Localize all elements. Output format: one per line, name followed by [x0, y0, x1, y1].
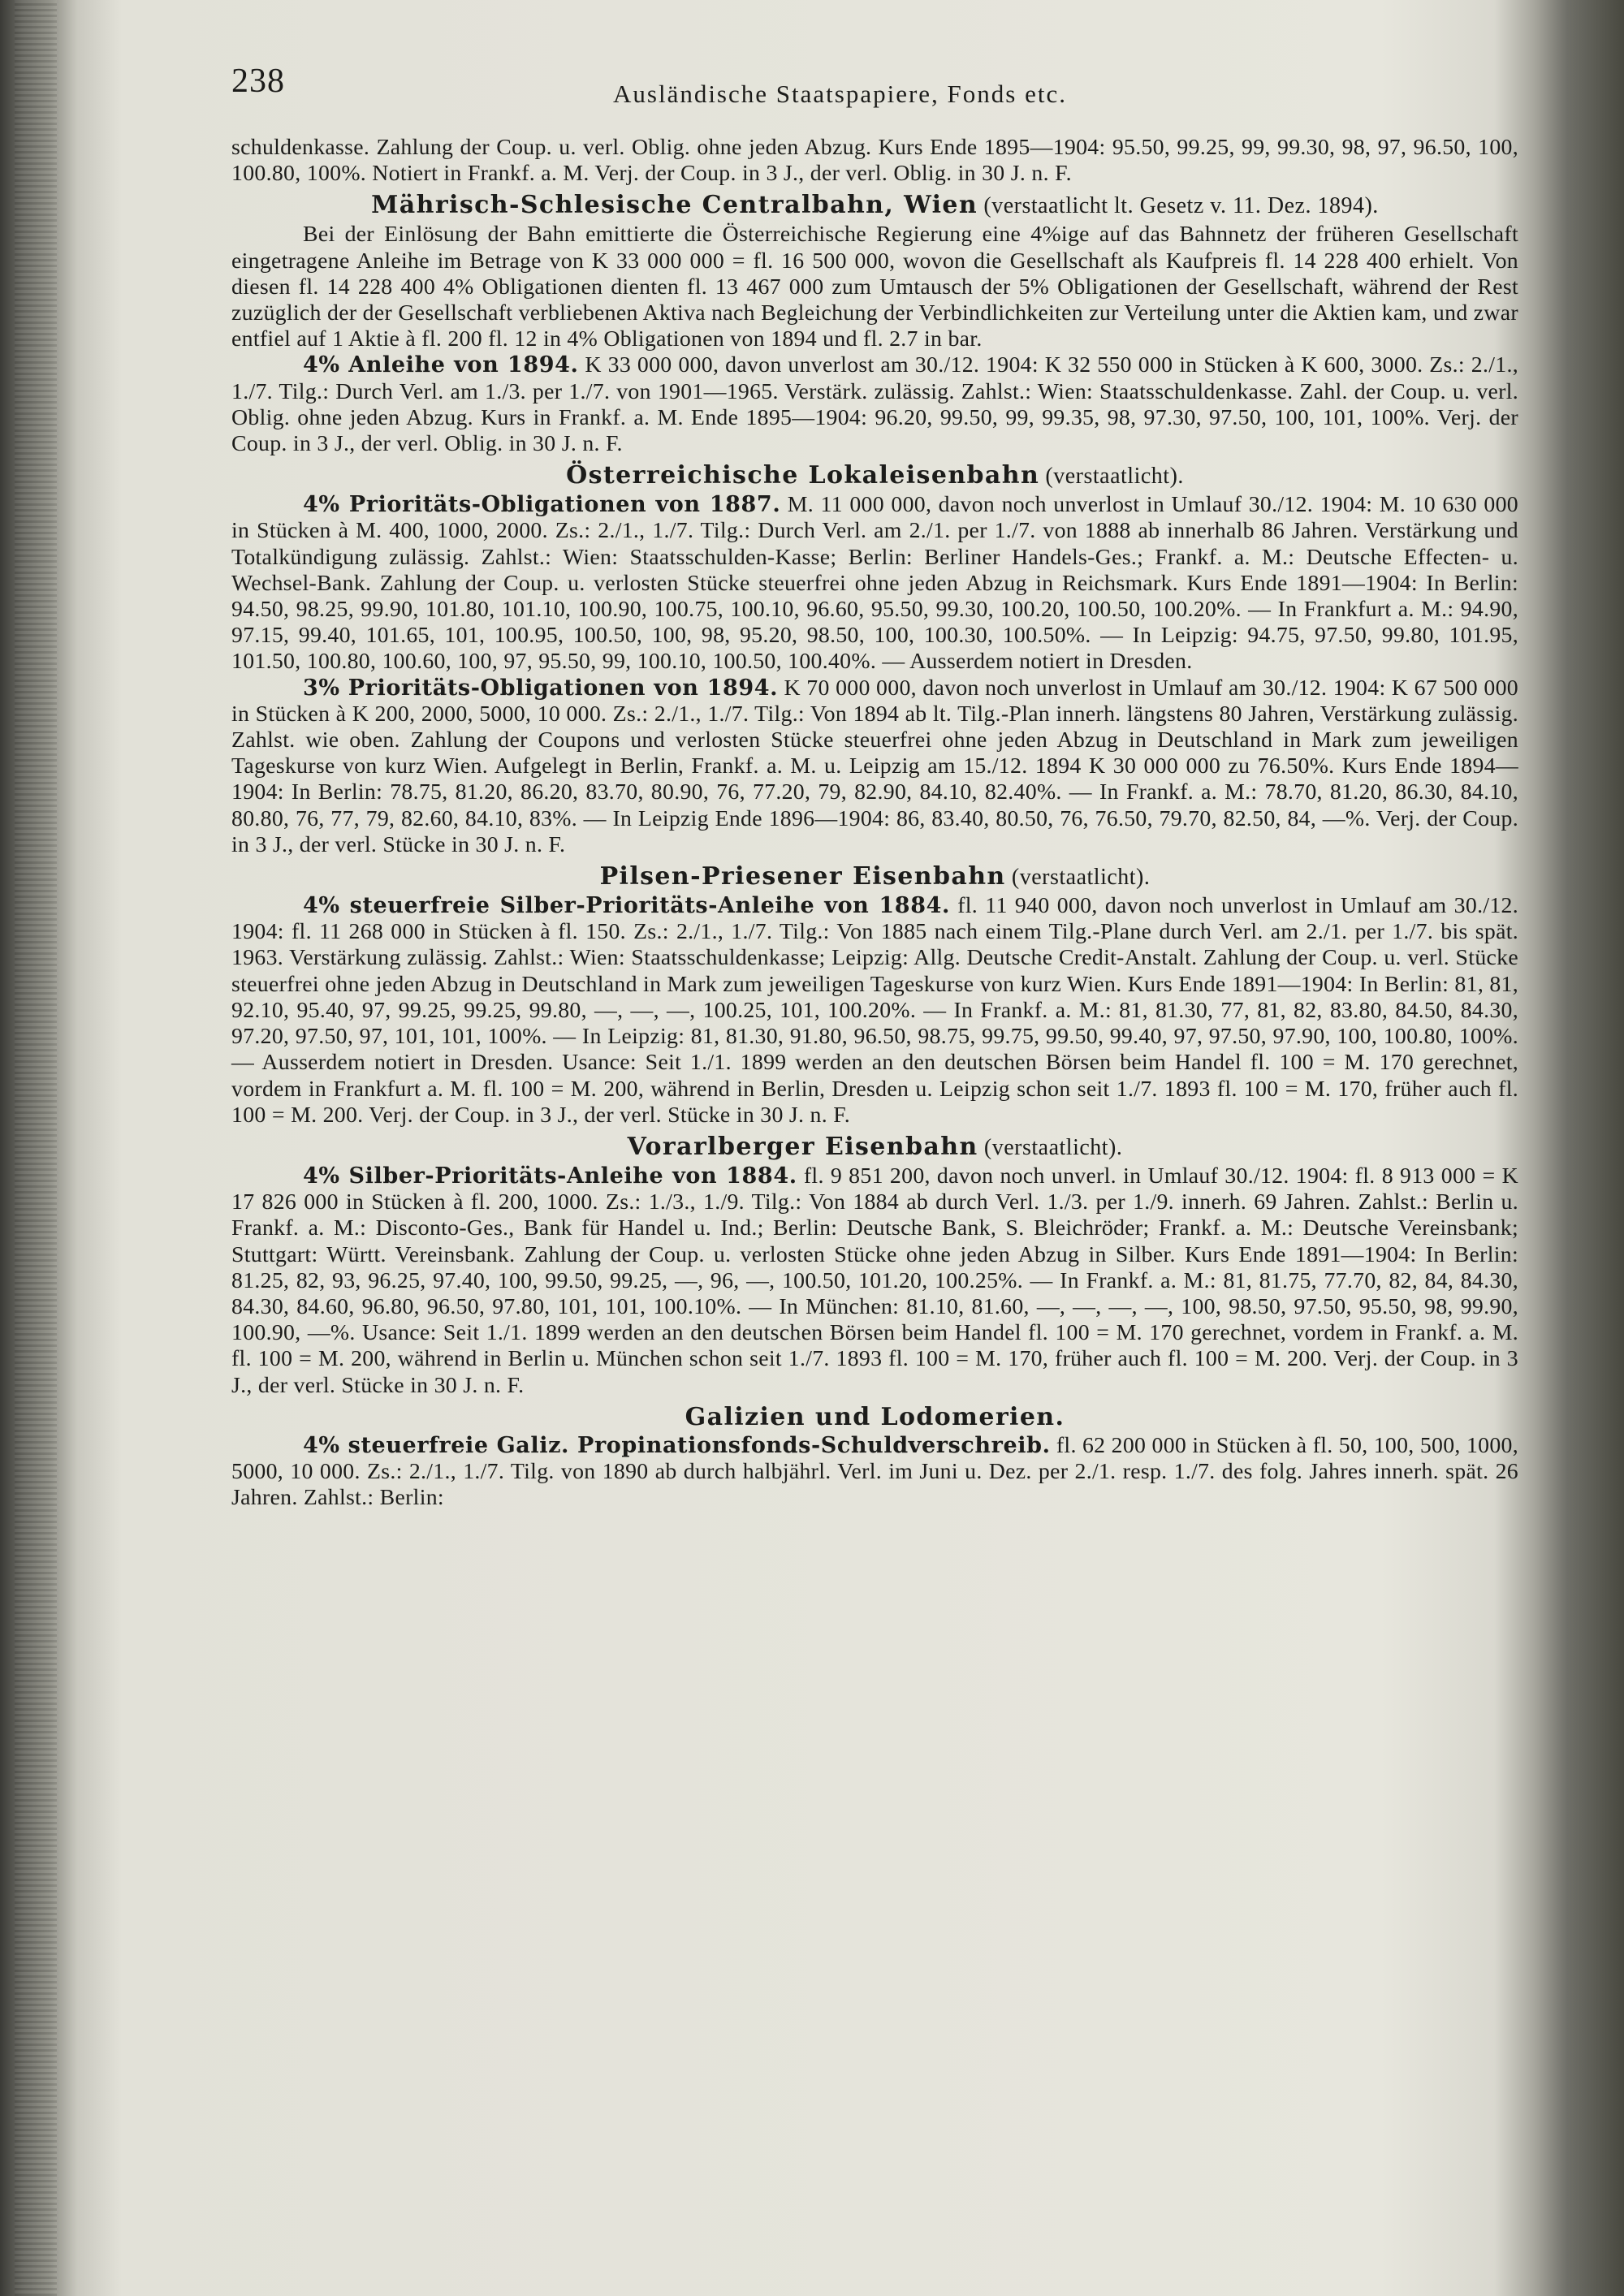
- section-title: Mährisch-Schlesische Centralbahn, Wien: [371, 191, 978, 220]
- section-heading-galizien-und-lodomerien: [231, 1404, 1518, 1431]
- paragraph-propinationsfonds: [231, 1433, 1518, 1512]
- paragraph-anleihe-1894: [231, 352, 1518, 457]
- section-note: (verstaatlicht).: [1045, 464, 1184, 490]
- running-head-title: Ausländische Staatspapiere, Fonds etc.: [613, 80, 1067, 108]
- section-heading-oesterreichische-lokaleisenbahn: [231, 462, 1518, 490]
- bond-title: 4% steuerfreie Galiz. Propinationsfonds-Schuldverschreib.: [303, 1432, 1051, 1458]
- bond-title: 4% Anleihe von 1894.: [303, 352, 579, 378]
- section-heading-pilsen-priesener-eisenbahn: [231, 863, 1518, 891]
- bond-title: 3% Prioritäts-Obligationen von 1894.: [303, 675, 779, 701]
- section-heading-maehrisch-schlesische-centralbahn: [231, 192, 1518, 220]
- section-title: Pilsen-Priesener Eisenbahn: [599, 862, 1006, 891]
- page-number: 238: [231, 63, 285, 100]
- section-heading-vorarlberger-eisenbahn: [231, 1133, 1518, 1162]
- paragraph-einloesung: Bei der Einlösung der Bahn emittierte die Österreichische Regierung eine 4%ige auf das Bahnnetz der früheren Gesellschaft eingetragene Anleihe im Betrage von K 33 000 000 = fl. 16 500 000, wovon die Gesellschaft als Kaufpreis fl. 14 228 400 erhielt. Von diesen fl. 14 228 400 4% Obligationen dienten fl. 13 467 000 zum Umtausch der 5% Obligationen der Gesellschaft, während der Rest zuzüglich der der Gesellschaft verbliebenen Aktiva nach Begleichung der Verbindlichkeiten zur Verteilung unter die Aktien kam, und zwar entfiel auf 1 Aktie à fl. 200 fl. 12 in 4% Obligationen von 1894 und fl. 2.7 in bar.: [231, 222, 1518, 352]
- paragraph-prioritaets-1887: [231, 492, 1518, 675]
- book-binding-edge: [15, 0, 57, 2296]
- section-title: Österreichische Lokaleisenbahn: [566, 461, 1040, 490]
- section-title: Vorarlberger Eisenbahn: [627, 1132, 978, 1161]
- bond-title: 4% steuerfreie Silber-Prioritäts-Anleihe von 1884.: [303, 893, 950, 919]
- bond-details: K 33 000 000, davon unverlost am 30./12. 1904: K 32 550 000 in Stücken à K 600, 3000. Zs.: 2./1., 1./7. Tilg.: Durch Verl. am 1./3. per 1./7. von 1901—1965. Verstärk. zulässig. Zahlst.: Wien: Staatsschuldenkasse. Zahl. der Coup. u. verl. Oblig. ohne jeden Abzug. Kurs in Frankf. a. M. Ende 1895—1904: 96.20, 99.50, 99, 99.35, 98, 97.30, 97.50, 100, 101, 100%. Verj. der Coup. in 3 J., der verl. Oblig. in 30 J. n. F.: [231, 352, 1518, 457]
- section-note: (verstaatlicht lt. Gesetz v. 11. Dez. 1894).: [983, 193, 1379, 219]
- paragraph-silber-prioritaets-1884: [231, 893, 1518, 1129]
- bond-details: M. 11 000 000, davon noch unverlost in Umlauf 30./12. 1904: M. 10 630 000 in Stücken à M. 400, 1000, 2000. Zs.: 2./1., 1./7. Tilg.: Durch Verl. am 2./1. per 1./7. von 1888 ab innerhalb 86 Jahren. Verstärkung und Totalkündigung zulässig. Zahlst.: Wien: Staatsschulden-Kasse; Berlin: Berliner Handels-Ges.; Frankf. a. M.: Deutsche Effecten- u. Wechsel-Bank. Zahlung der Coup. u. verlosten Stücke steuerfrei ohne jeden Abzug in Reichsmark. Kurs Ende 1891—1904: In Berlin: 94.50, 98.25, 99.90, 101.80, 101.10, 100.90, 100.75, 100.10, 96.60, 95.50, 99.30, 100.20, 100.50, 100.20%. — In Frankfurt a. M.: 94.90, 97.15, 99.40, 101.65, 101, 100.95, 100.50, 100, 98, 95.20, 98.50, 100, 100.30, 100.50%. — In Leipzig: 94.75, 97.50, 99.80, 101.95, 101.50, 100.80, 100.60, 100, 97, 95.50, 99, 100.10, 100.50, 100.40%. — Ausserdem notiert in Dresden.: [231, 492, 1518, 675]
- section-note: (verstaatlicht).: [983, 1134, 1123, 1160]
- bond-details: K 70 000 000, davon noch unverlost in Umlauf am 30./12. 1904: K 67 500 000 in Stücken à K 200, 2000, 5000, 10 000. Zs.: 2./1., 1./7. Tilg.: Von 1894 ab lt. Tilg.-Plan innerh. längstens 80 Jahren, Verstärkung zulässig. Zahlst. wie oben. Zahlung der Coupons und verlosten Stücke steuerfrei ohne jeden Abzug in Deutschland in Mark zum jeweiligen Tageskurse von kurz Wien. Aufgelegt in Berlin, Frankf. a. M. u. Leipzig am 15./12. 1894 K 30 000 000 zu 76.50%. Kurs Ende 1894—1904: In Berlin: 78.75, 81.20, 86.20, 83.70, 80.90, 76, 77.20, 79, 82.90, 84.10, 82.40%. — In Frankf. a. M.: 78.70, 81.20, 86.30, 84.10, 80.80, 76, 77, 79, 82.60, 84.10, 83%. — In Leipzig Ende 1896—1904: 86, 83.40, 80.50, 76, 76.50, 79.70, 82.50, 84, —%. Verj. der Coup. in 3 J., der verl. Stücke in 30 J. n. F.: [231, 675, 1518, 857]
- bond-details: fl. 11 940 000, davon noch unverlost in Umlauf am 30./12. 1904: fl. 11 268 000 in Stücken à fl. 150. Zs.: 2./1., 1./7. Tilg.: Von 1885 nach einem Tilg.-Plane durch Verl. am 2./1. per 1./7. bis spät. 1963. Verstärkung zulässig. Zahlst.: Wien: Staatsschuldenkasse; Leipzig: Allg. Deutsche Credit-Anstalt. Zahlung der Coup. u. verl. Stücke steuerfrei ohne jeden Abzug in Deutschland in Mark zum jeweiligen Tageskurse von kurz Wien. Kurs Ende 1891—1904: In Berlin: 81, 81, 92.10, 95.40, 97, 99.25, 99.25, 99.80, —, —, —, 100.25, 101, 100.20%. — In Frankf. a. M.: 81, 81.30, 77, 81, 82, 83.80, 84.50, 84.30, 97.20, 97.50, 97, 101, 101, 100%. — In Leipzig: 81, 81.30, 91.80, 96.50, 98.75, 99.75, 99.50, 99.40, 97, 97.50, 97.90, 100, 100.80, 100%. — Ausserdem notiert in Dresden. Usance: Seit 1./1. 1899 werden an den deutschen Börsen beim Handel fl. 100 = M. 170 gerechnet, vordem in Frankfurt a. M. fl. 100 = M. 200, während in Berlin, Dresden u. Leipzig schon seit 1./7. 1893 fl. 100 = M. 170, früher auch fl. 100 = M. 200. Verj. der Coup. in 3 J., der verl. Stücke in 30 J. n. F.: [231, 893, 1518, 1128]
- paragraph-vorarlberg-anleihe-1884: [231, 1163, 1518, 1399]
- paragraph-prioritaets-1894: [231, 675, 1518, 858]
- bond-title: 4% Silber-Prioritäts-Anleihe von 1884.: [303, 1163, 797, 1189]
- section-title: Galizien und Lodomerien.: [685, 1402, 1065, 1431]
- bond-details: fl. 9 851 200, davon noch unverl. in Umlauf 30./12. 1904: fl. 8 913 000 = K 17 826 000 in Stücken à fl. 200, 1000. Zs.: 1./3., 1./9. Tilg.: Von 1884 ab durch Verl. 1./3. per 1./9. innerh. 69 Jahren. Zahlst.: Berlin u. Frankf. a. M.: Disconto-Ges., Bank für Handel u. Ind.; Berlin: Deutsche Bank, S. Bleichröder; Frankf. a. M.: Deutsche Vereinsbank; Stuttgart: Württ. Vereinsbank. Zahlung der Coup. u. verlosten Stücke ohne jeden Abzug in Silber. Kurs Ende 1891—1904: In Berlin: 81.25, 82, 93, 96.25, 97.40, 100, 99.50, 99.25, —, 96, —, 100.50, 101.20, 100.25%. — In Frankf. a. M.: 81, 81.75, 77.70, 82, 84, 84.30, 84.30, 84.60, 96.80, 96.50, 97.80, 101, 101, 100.10%. — In München: 81.10, 81.60, —, —, —, —, 100, 98.50, 97.50, 95.50, 98, 99.90, 100.90, —%. Usance: Seit 1./1. 1899 werden an den deutschen Börsen beim Handel fl. 100 = M. 170 gerechnet, vordem in Frankf. a. M. fl. 100 = M. 200, während in Berlin u. München schon seit 1./7. 1893 fl. 100 = M. 170, früher auch fl. 100 = M. 200. Verj. der Coup. in 3 J., der verl. Stücke in 30 J. n. F.: [231, 1163, 1519, 1398]
- running-head: [231, 62, 1518, 135]
- bond-details: fl. 62 200 000 in Stücken à fl. 50, 100, 500, 1000, 5000, 10 000. Zs.: 2./1., 1./7. Tilg. von 1890 ab durch halbjährl. Verl. im Juni u. Dez. per 2./1. resp. 1./7. des folg. Jahres innerh. spät. 26 Jahren. Zahlst.: Berlin:: [231, 1432, 1518, 1511]
- bond-title: 4% Prioritäts-Obligationen von 1887.: [303, 492, 781, 518]
- document-page: [231, 62, 1518, 2270]
- paragraph-continuation: schuldenkasse. Zahlung der Coup. u. verl. Oblig. ohne jeden Abzug. Kurs Ende 1895—1904: 95.50, 99.25, 99, 99.30, 98, 97, 96.50, 100, 100.80, 100%. Notiert in Frankf. a. M. Verj. der Coup. in 3 J., der verl. Oblig. in 30 J. n. F.: [231, 135, 1518, 187]
- section-note: (verstaatlicht).: [1011, 865, 1151, 891]
